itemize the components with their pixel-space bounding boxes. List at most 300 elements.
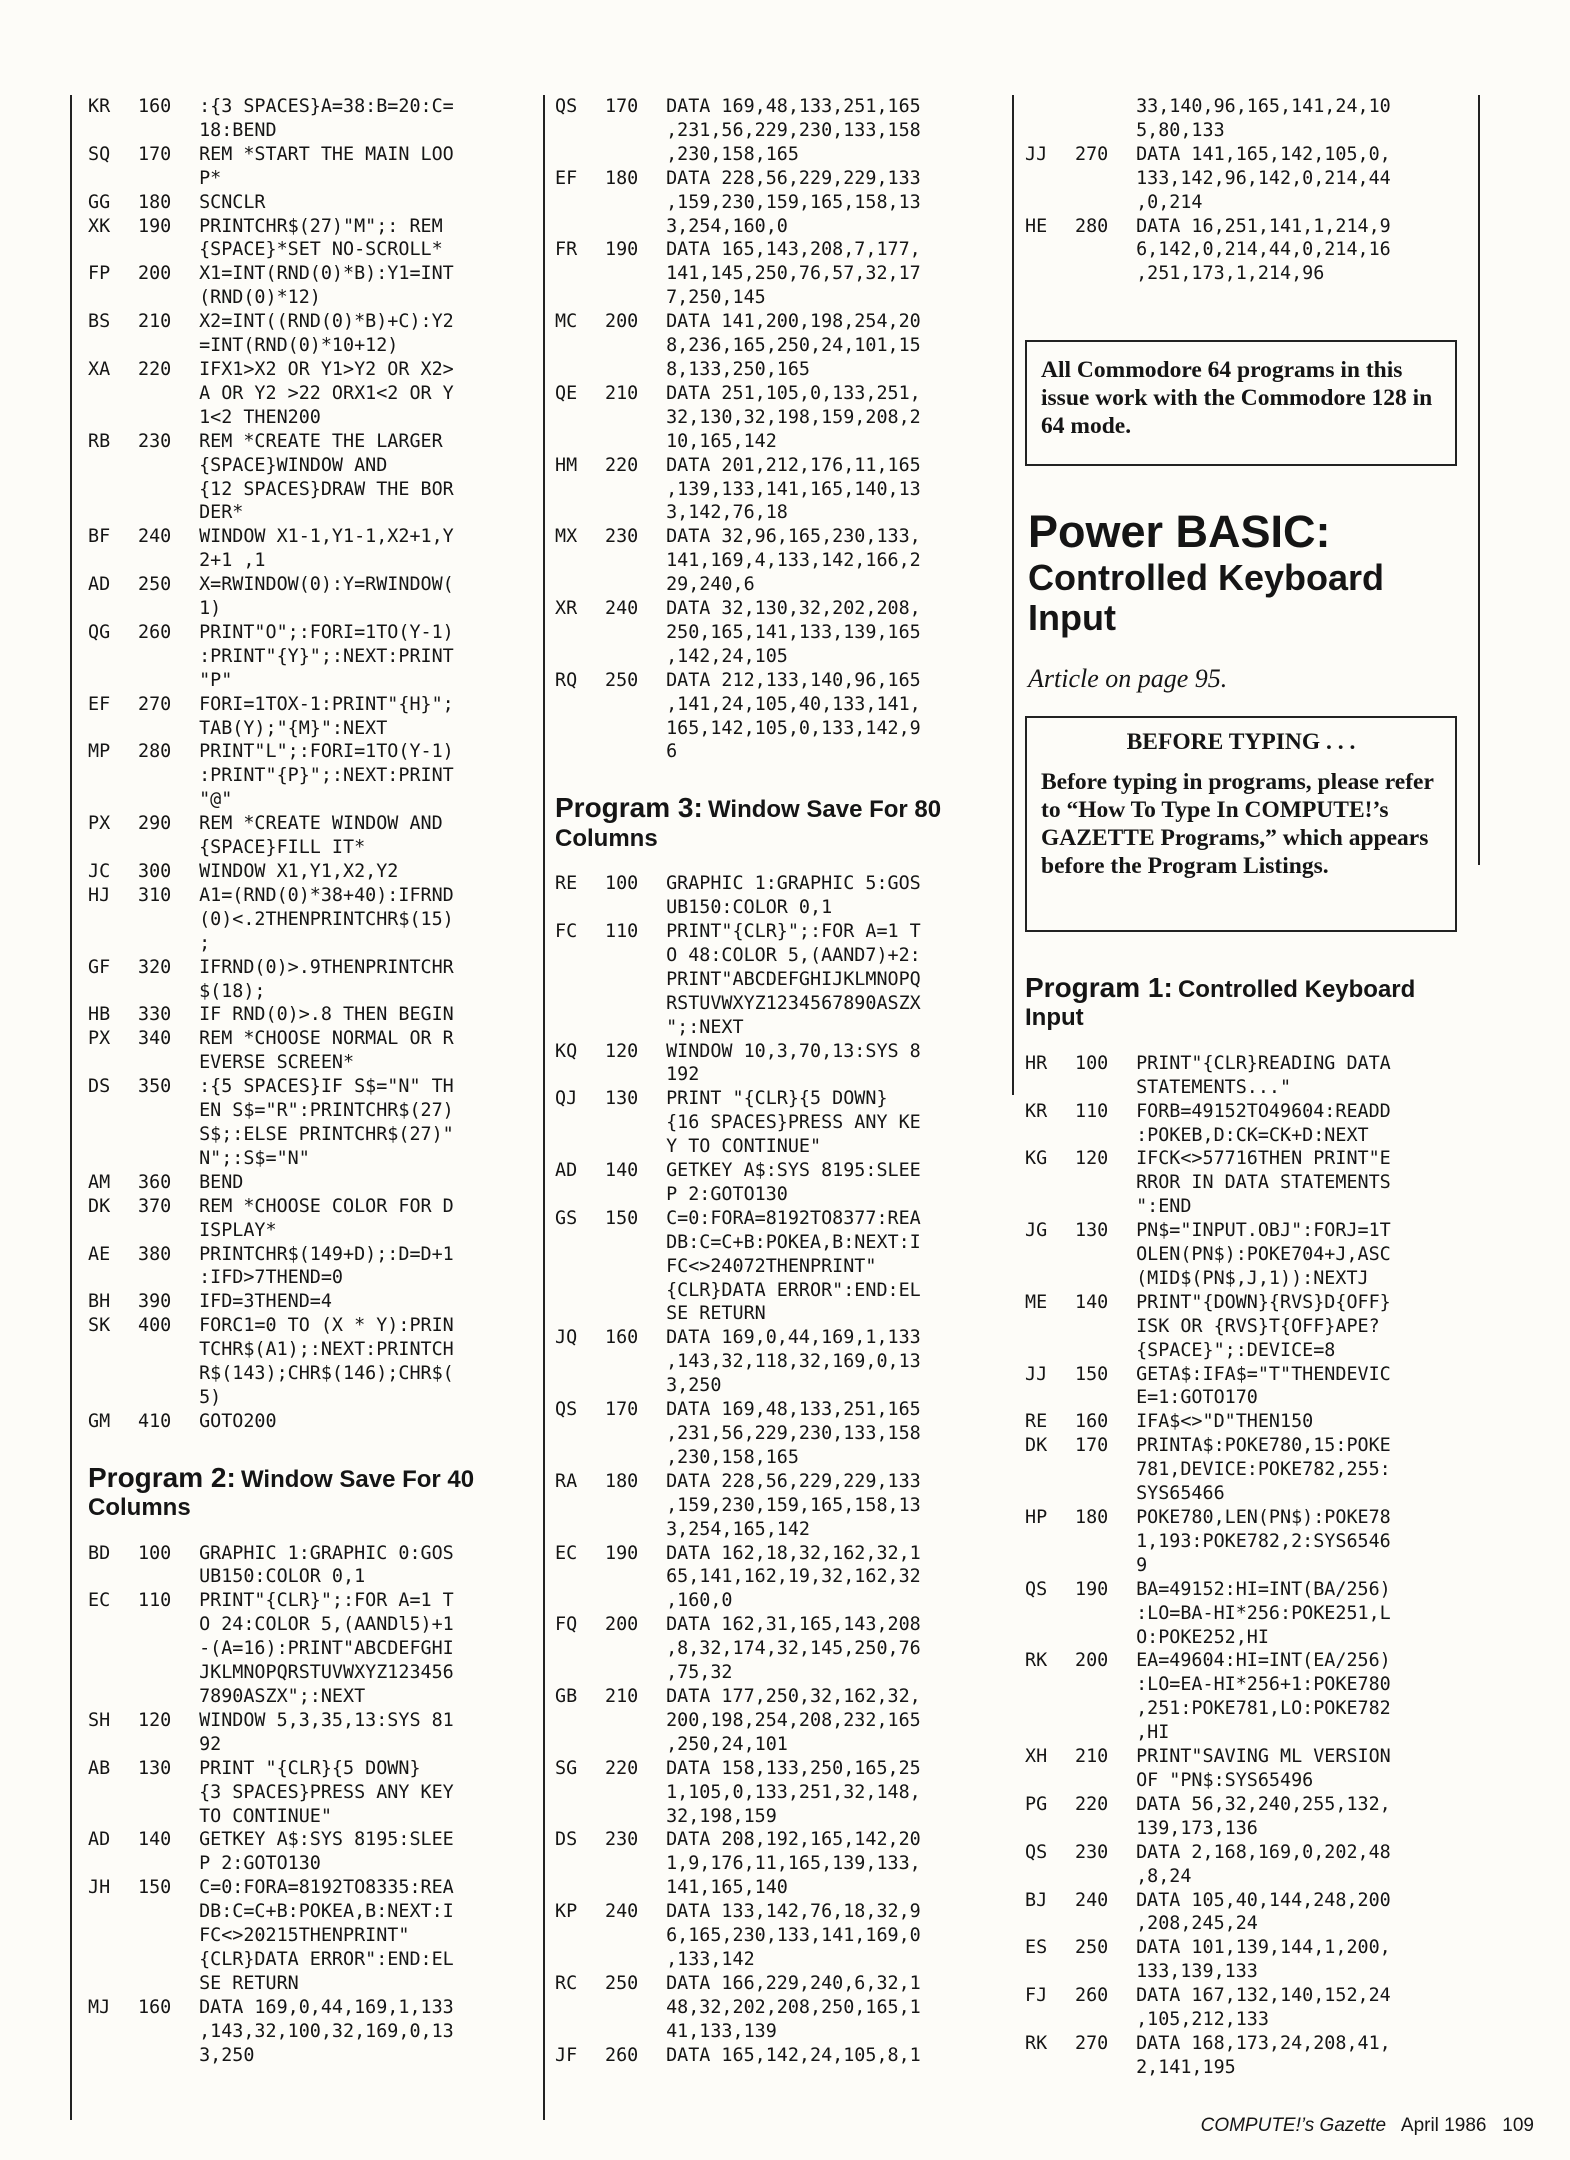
code-line (88, 358, 528, 382)
checksum: RE (1025, 1411, 1048, 1433)
code-line (1025, 1889, 1470, 1913)
program-2-title: Program 2: (88, 1461, 236, 1493)
line-number: 270 (1075, 2032, 1109, 2054)
line-number: 280 (1075, 215, 1109, 237)
checksum: ME (1025, 1291, 1048, 1313)
checksum (88, 1685, 138, 1709)
code-text: :POKEB,D:CK=CK+D:NEXT (1125, 1124, 1369, 1146)
column-rule-far-right (1478, 95, 1480, 865)
code-line (88, 478, 528, 502)
code-text: PRINT"O";:FORI=1TO(Y-1) (188, 621, 454, 643)
line-number (605, 1494, 655, 1518)
checksum: QS (555, 96, 578, 117)
checksum (555, 119, 605, 143)
code-line (555, 920, 1000, 944)
line-number: 310 (138, 884, 172, 906)
checksum (555, 1876, 605, 1900)
line-number (605, 1518, 655, 1542)
code-text: PRINT "{CLR}{5 DOWN} (655, 1088, 888, 1110)
code-text: 41,133,139 (655, 2020, 777, 2042)
code-text: DER* (188, 502, 244, 524)
code-text: {CLR}DATA ERROR":END:EL (188, 1948, 454, 1970)
line-number (138, 1338, 188, 1362)
checksum (88, 1900, 138, 1924)
code-line (88, 1900, 528, 1924)
code-line (1025, 1267, 1470, 1291)
code-text: DATA 105,40,144,248,200 (1125, 1889, 1391, 1911)
checksum (555, 1494, 605, 1518)
checksum: AE (88, 1243, 111, 1265)
code-text: PRINTCHR$(149+D);:D=D+1 (188, 1243, 454, 1265)
line-number (1075, 238, 1125, 262)
line-number (605, 334, 655, 358)
code-text: {SPACE}*SET NO-SCROLL* (188, 239, 443, 261)
checksum (1025, 191, 1075, 215)
code-text: GRAPHIC 1:GRAPHIC 0:GOS (188, 1542, 454, 1564)
checksum (88, 1948, 138, 1972)
code-line (88, 621, 528, 645)
checksum (555, 740, 605, 764)
code-line (555, 310, 1000, 334)
line-number (138, 119, 188, 143)
checksum (88, 549, 138, 573)
code-text: DATA 165,143,208,7,177, (655, 239, 921, 261)
checksum (555, 1255, 605, 1279)
checksum: QS (1025, 1578, 1048, 1600)
code-line (88, 1805, 528, 1829)
code-line (555, 740, 1000, 764)
checksum: HJ (88, 884, 111, 906)
code-line (555, 334, 1000, 358)
compatibility-notice (1025, 340, 1457, 466)
checksum: JH (88, 1877, 111, 1899)
code-text: 6,142,0,214,44,0,214,16 (1125, 239, 1391, 261)
code-text: DATA 133,142,76,18,32,9 (655, 1901, 921, 1923)
program-2-heading (88, 1462, 528, 1522)
checksum (555, 968, 605, 992)
code-text: SYS65466 (1125, 1483, 1225, 1505)
checksum (1025, 1339, 1075, 1363)
line-number (605, 573, 655, 597)
code-line (88, 1099, 528, 1123)
checksum: BS (88, 311, 111, 333)
code-text: 7890ASZX";:NEXT (188, 1685, 366, 1707)
listing-program-2-cont (555, 95, 1000, 764)
code-line (88, 1972, 528, 1996)
code-text: 1,105,0,133,251,32,148, (655, 1781, 921, 1803)
line-number (605, 2020, 655, 2044)
checksum (555, 1781, 605, 1805)
code-text: PRINT"{DOWN}{RVS}D{OFF} (1125, 1291, 1391, 1313)
checksum: QJ (555, 1088, 578, 1110)
checksum (555, 1135, 605, 1159)
code-line (555, 1207, 1000, 1231)
code-text: WINDOW X1-1,Y1-1,X2+1,Y (188, 526, 454, 548)
checksum (1025, 1171, 1075, 1195)
line-number (138, 1386, 188, 1410)
listing-program-1-cont (88, 95, 528, 1434)
line-number (138, 1565, 188, 1589)
code-text: TO CONTINUE" (188, 1805, 332, 1827)
code-text: 200,198,254,208,232,165 (655, 1709, 921, 1731)
code-line (88, 430, 528, 454)
code-text: DATA 158,133,250,165,25 (655, 1757, 921, 1779)
checksum (88, 406, 138, 430)
code-line (555, 406, 1000, 430)
code-line (555, 191, 1000, 215)
checksum (555, 645, 605, 669)
code-text: P 2:GOTO130 (188, 1853, 321, 1875)
line-number: 190 (605, 239, 639, 261)
code-text: ,143,32,118,32,169,0,13 (655, 1351, 921, 1373)
code-line (88, 1243, 528, 1267)
code-text: WINDOW 5,3,35,13:SYS 81 (188, 1709, 454, 1731)
checksum: RE (555, 873, 578, 895)
checksum: JF (555, 2044, 578, 2066)
code-line (88, 501, 528, 525)
line-number (605, 1733, 655, 1757)
checksum: XH (1025, 1746, 1048, 1768)
code-line (88, 1613, 528, 1637)
code-line (1025, 1745, 1470, 1769)
line-number (605, 1302, 655, 1326)
checksum (555, 1924, 605, 1948)
line-number (1075, 95, 1125, 119)
checksum: GS (555, 1207, 578, 1229)
line-number: 400 (138, 1315, 172, 1337)
code-text: ,159,230,159,165,158,13 (655, 1494, 921, 1516)
code-line (555, 238, 1000, 262)
code-text: ,160,0 (655, 1590, 733, 1612)
checksum: AD (88, 574, 111, 596)
checksum: HB (88, 1004, 111, 1026)
code-line (555, 669, 1000, 693)
code-line (555, 573, 1000, 597)
code-line (1025, 1171, 1470, 1195)
code-line (88, 788, 528, 812)
checksum: JJ (1025, 143, 1048, 165)
code-line (555, 549, 1000, 573)
line-number: 330 (138, 1004, 172, 1026)
checksum (88, 1972, 138, 1996)
code-text: DATA 166,229,240,6,32,1 (655, 1972, 921, 1994)
checksum (555, 1302, 605, 1326)
line-number (1075, 1960, 1125, 1984)
code-text: GOTO200 (188, 1410, 277, 1432)
code-line (555, 143, 1000, 167)
code-text: TCHR$(A1);:NEXT:PRINTCH (188, 1339, 454, 1361)
code-line (88, 1565, 528, 1589)
code-line (555, 1685, 1000, 1709)
listing-program-1 (1025, 1052, 1470, 2080)
code-text: $(18); (188, 980, 266, 1002)
code-line (555, 872, 1000, 896)
line-number (138, 669, 188, 693)
code-line (88, 1362, 528, 1386)
checksum: AD (88, 1829, 111, 1851)
line-number (605, 1231, 655, 1255)
code-text: 133,139,133 (1125, 1961, 1258, 1983)
line-number (138, 406, 188, 430)
code-line (88, 95, 528, 119)
code-line (555, 2044, 1000, 2068)
checksum: ES (1025, 1937, 1048, 1959)
checksum (1025, 2008, 1075, 2032)
code-line (1025, 1243, 1470, 1267)
code-line (1025, 1410, 1470, 1434)
line-number (1075, 1458, 1125, 1482)
line-number: 280 (138, 741, 172, 763)
checksum: EF (88, 693, 111, 715)
code-line (88, 1924, 528, 1948)
code-text: O:POKE252,HI (1125, 1626, 1269, 1648)
code-line (88, 1171, 528, 1195)
line-number (1075, 1171, 1125, 1195)
code-text: 139,173,136 (1125, 1817, 1258, 1839)
code-text: GRAPHIC 1:GRAPHIC 5:GOS (655, 873, 921, 895)
checksum (1025, 119, 1075, 143)
code-text: :PRINT"{P}";:NEXT:PRINT (188, 765, 454, 787)
code-line (1025, 1291, 1470, 1315)
code-line (555, 1016, 1000, 1040)
checksum (555, 430, 605, 454)
code-line (88, 1410, 528, 1434)
code-text: 3,250 (188, 2044, 255, 2066)
line-number: 200 (605, 311, 639, 333)
checksum (88, 1613, 138, 1637)
footer-page: 109 (1502, 2115, 1534, 2136)
line-number (1075, 1721, 1125, 1745)
code-text: DATA 168,173,24,208,41, (1125, 2032, 1391, 2054)
line-number (138, 1972, 188, 1996)
code-text: PRINTA$:POKE780,15:POKE (1125, 1435, 1391, 1457)
checksum (555, 573, 605, 597)
code-text: 1,9,176,11,165,139,133, (655, 1853, 921, 1875)
code-text: DATA 177,250,32,162,32, (655, 1685, 921, 1707)
code-text: GETKEY A$:SYS 8195:SLEE (655, 1160, 921, 1182)
checksum: MC (555, 311, 578, 333)
code-text: 92 (188, 1733, 222, 1755)
code-line (555, 1279, 1000, 1303)
code-line (1025, 2008, 1470, 2032)
line-number (138, 1266, 188, 1290)
code-text: :LO=BA-HI*256:POKE251,L (1125, 1602, 1391, 1624)
code-text: 2+1 ,1 (188, 550, 266, 572)
code-text: ,159,230,159,165,158,13 (655, 191, 921, 213)
code-text: PN$="INPUT.OBJ":FORJ=1T (1125, 1220, 1391, 1242)
column-3-bottom (1025, 972, 1470, 2080)
line-number (605, 1422, 655, 1446)
checksum (1025, 1482, 1075, 1506)
line-number: 190 (138, 215, 172, 237)
line-number (1075, 1817, 1125, 1841)
code-text: PRINT"SAVING ML VERSION (1125, 1746, 1391, 1768)
code-line (88, 406, 528, 430)
checksum (555, 1279, 605, 1303)
line-number (1075, 1673, 1125, 1697)
code-text: DATA 228,56,229,229,133 (655, 167, 921, 189)
code-text: 48,32,202,208,250,165,1 (655, 1996, 921, 2018)
checksum: KP (555, 1901, 578, 1923)
code-line (88, 1219, 528, 1243)
article-subtitle: Controlled Keyboard Input (1028, 557, 1385, 638)
code-line (555, 119, 1000, 143)
code-text: BEND (188, 1171, 244, 1193)
code-line (88, 1876, 528, 1900)
line-number (1075, 2008, 1125, 2032)
line-number (138, 717, 188, 741)
code-text: IFCK<>57716THEN PRINT"E (1125, 1148, 1391, 1170)
line-number (138, 1900, 188, 1924)
program-1-heading (1025, 972, 1470, 1032)
code-text: {16 SPACES}PRESS ANY KE (655, 1112, 921, 1134)
code-line (555, 597, 1000, 621)
checksum: QS (555, 1399, 578, 1421)
checksum (1025, 1769, 1075, 1793)
code-line (1025, 1721, 1470, 1745)
program-3-subtitle: Window Save For 80 (707, 796, 942, 824)
code-text: :{3 SPACES}A=38:B=20:C= (188, 96, 454, 117)
code-text: 10,165,142 (655, 430, 777, 452)
code-text: BA=49152:HI=INT(BA/256) (1125, 1578, 1391, 1600)
checksum (88, 669, 138, 693)
code-line (1025, 1697, 1470, 1721)
line-number: 230 (1075, 1841, 1109, 1863)
checksum (555, 1948, 605, 1972)
code-line (88, 956, 528, 980)
code-text: DATA 167,132,140,152,24 (1125, 1985, 1391, 2007)
code-text: EA=49604:HI=INT(EA/256) (1125, 1650, 1391, 1672)
line-number: 160 (138, 1996, 172, 2018)
line-number: 340 (138, 1028, 172, 1050)
code-line (1025, 1219, 1470, 1243)
code-text: "P" (188, 669, 233, 691)
checksum (1025, 1697, 1075, 1721)
line-number: 320 (138, 956, 172, 978)
code-text: O 24:COLOR 5,(AANDl5)+1 (188, 1614, 454, 1636)
code-text: ISPLAY* (188, 1219, 277, 1241)
code-text: EVERSE SCREEN* (188, 1052, 355, 1074)
code-text: ":END (1125, 1196, 1192, 1218)
checksum: PX (88, 813, 111, 835)
code-text: 1,193:POKE782,2:SYS6546 (1125, 1530, 1391, 1552)
code-line (555, 454, 1000, 478)
code-line (88, 1852, 528, 1876)
code-line (88, 1637, 528, 1661)
checksum: HR (1025, 1052, 1048, 1074)
line-number (138, 1852, 188, 1876)
code-text: O 48:COLOR 5,(AAND7)+2: (655, 944, 921, 966)
checksum (555, 262, 605, 286)
line-number: 260 (605, 2044, 639, 2066)
code-line (555, 1565, 1000, 1589)
checksum (1025, 1243, 1075, 1267)
checksum (88, 1147, 138, 1171)
checksum (88, 1219, 138, 1243)
code-line (555, 1446, 1000, 1470)
code-text: ,250,24,101 (655, 1733, 788, 1755)
code-text: 2,141,195 (1125, 2056, 1236, 2078)
code-text: "@" (188, 789, 233, 811)
code-line (1025, 1817, 1470, 1841)
line-number (605, 262, 655, 286)
article-heading (1028, 506, 1468, 694)
checksum: EC (88, 1590, 111, 1612)
code-text: ,HI (1125, 1722, 1170, 1744)
code-text: FORB=49152TO49604:READD (1125, 1100, 1391, 1122)
line-number (605, 645, 655, 669)
code-text: IFA$<>"D"THEN150 (1125, 1411, 1314, 1433)
code-text: REM *CREATE THE LARGER (188, 430, 443, 452)
line-number: 160 (1075, 1411, 1109, 1433)
code-line (555, 1183, 1000, 1207)
code-line (88, 2044, 528, 2068)
code-text: C=0:FORA=8192TO8377:REA (655, 1207, 921, 1229)
code-line (555, 1302, 1000, 1326)
checksum (88, 1386, 138, 1410)
line-number: 220 (138, 358, 172, 380)
checksum: AB (88, 1757, 111, 1779)
checksum (88, 1781, 138, 1805)
checksum (1025, 1865, 1075, 1889)
checksum (88, 2044, 138, 2068)
code-line (555, 478, 1000, 502)
code-text: 3,254,160,0 (655, 215, 788, 237)
code-line (555, 1876, 1000, 1900)
checksum (1025, 1721, 1075, 1745)
checksum: SK (88, 1315, 111, 1337)
line-number (1075, 1339, 1125, 1363)
code-text: 1) (188, 598, 222, 620)
checksum (88, 2020, 138, 2044)
code-text: IF RND(0)>.8 THEN BEGIN (188, 1004, 454, 1026)
line-number (605, 1852, 655, 1876)
code-line (1025, 1769, 1470, 1793)
code-line (555, 968, 1000, 992)
code-text: :IFD>7THEND=0 (188, 1267, 344, 1289)
checksum (555, 1231, 605, 1255)
checksum: JC (88, 861, 111, 882)
code-text: DATA 169,0,44,169,1,133 (188, 1996, 454, 2018)
line-number (138, 932, 188, 956)
code-line (1025, 1315, 1470, 1339)
line-number (605, 1637, 655, 1661)
code-line (555, 1805, 1000, 1829)
code-line (88, 1195, 528, 1219)
code-text: Y TO CONTINUE" (655, 1136, 822, 1158)
line-number (138, 1661, 188, 1685)
checksum: AD (555, 1160, 578, 1182)
code-line (88, 286, 528, 310)
code-text: ,251:POKE781,LO:POKE782 (1125, 1698, 1391, 1720)
checksum: JQ (555, 1327, 578, 1349)
code-line (88, 1338, 528, 1362)
line-number: 150 (605, 1207, 639, 1229)
code-text: 8,236,165,250,24,101,15 (655, 335, 921, 357)
line-number (138, 478, 188, 502)
line-number (1075, 1912, 1125, 1936)
before-typing-box (1025, 716, 1457, 932)
code-text: ,231,56,229,230,133,158 (655, 1423, 921, 1444)
line-number (138, 1147, 188, 1171)
checksum (555, 286, 605, 310)
column-rule-left (70, 95, 72, 2120)
code-text: REM *CHOOSE NORMAL OR R (188, 1028, 454, 1050)
checksum: MX (555, 526, 578, 548)
program-1-subtitle: Controlled Keyboard (1177, 976, 1416, 1003)
article-title: Power BASIC: (1028, 506, 1331, 557)
checksum: BJ (1025, 1889, 1048, 1911)
